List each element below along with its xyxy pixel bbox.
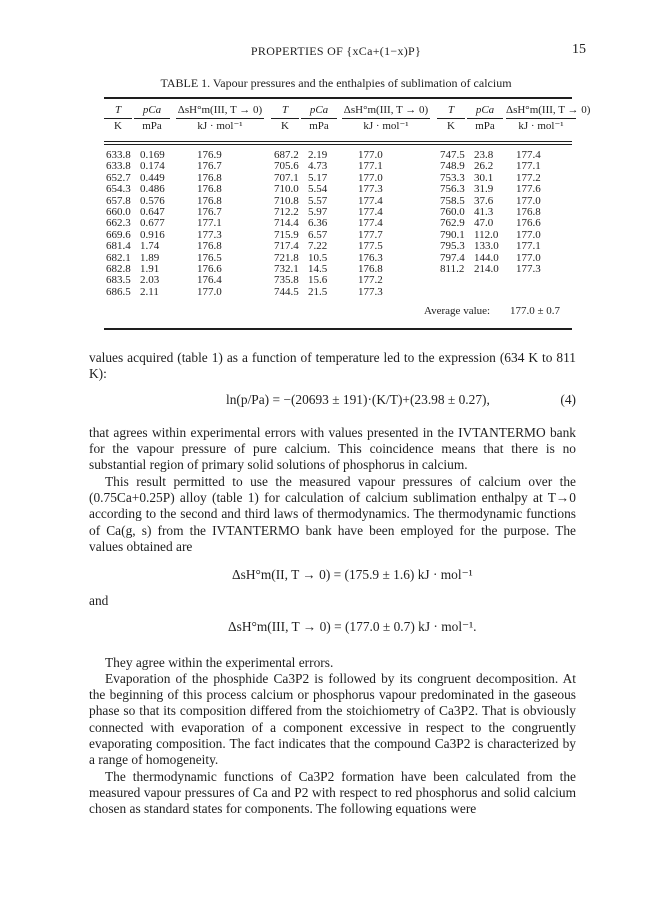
header-temperature: T K — [104, 103, 132, 134]
table-cell: 744.5 — [274, 285, 299, 298]
table-bottom-rule — [104, 328, 572, 330]
running-head: PROPERTIES OF {xCa+(1−x)P} — [250, 44, 422, 58]
table-cell: 176.4 — [197, 274, 222, 287]
table-cell: 176.8 — [358, 262, 383, 275]
table-cell: 758.5 — [440, 194, 465, 207]
table-cell: 2.11 — [140, 285, 159, 298]
table-cell: 5.57 — [308, 194, 328, 207]
table-cell: 2.03 — [140, 274, 160, 287]
table-cell: 0.916 — [140, 228, 165, 241]
table-cell: 4.73 — [308, 160, 328, 173]
average-label: Average value: — [424, 305, 491, 317]
table-cell: 790.1 — [440, 228, 465, 241]
table-cell: 177.3 — [358, 183, 383, 196]
table-cell: 176.8 — [197, 171, 222, 184]
average-value: 177.0 ± 0.7 — [510, 305, 561, 317]
table-cell: 747.5 — [440, 149, 465, 161]
table-cell: 177.0 — [358, 149, 383, 161]
table-cell: 732.1 — [274, 262, 299, 275]
table-cell: 177.0 — [516, 251, 541, 264]
paragraph: This result permitted to use the measured vapour pressures of calcium over the (0.75Ca+0.25P) alloy (table 1) for calculation of calcium sublimation enthalpy at T→0 according to the second and third laws of thermodynamics. The thermodynamic functions of Ca(g, s) from the IVTANTERMO bank have been employed for the purpose. The values obtained are — [89, 474, 576, 554]
table-cell: 176.6 — [197, 262, 222, 275]
table-cell: 177.1 — [358, 160, 383, 173]
table-cell: 177.0 — [358, 171, 383, 184]
column-temperature-group2 — [274, 150, 299, 298]
table-caption: TABLE 1. Vapour pressures and the enthalpies of sublimation of calcium — [160, 76, 512, 90]
table-cell: 177.3 — [358, 285, 383, 298]
column-pressure-group1 — [140, 150, 165, 298]
table-cell: 687.2 — [274, 149, 299, 161]
table-cell: 177.2 — [358, 274, 383, 287]
column-pressure-group2 — [308, 150, 327, 298]
table-cell: 735.8 — [274, 274, 299, 287]
table-cell: 797.4 — [440, 251, 465, 264]
table-cell: 133.0 — [474, 240, 499, 253]
table-cell: 721.8 — [274, 251, 299, 264]
equation-sublimation-enthalpy-third-law: ΔsH°m(III, T → 0) = (177.0 ± 0.7) kJ · mol⁻¹. — [228, 619, 477, 634]
table-cell: 177.4 — [358, 205, 383, 218]
equation-4: ln(p/Pa) = −(20693 ± 191)·(K/T)+(23.98 ± 0.27), — [226, 392, 490, 407]
table-cell: 682.1 — [106, 251, 131, 264]
table-cell: 176.5 — [197, 251, 222, 264]
table-cell: 633.8 — [106, 160, 131, 173]
header-pressure: pCa mPa — [134, 103, 170, 134]
table-cell: 177.0 — [516, 228, 541, 241]
column-enthalpy-group3 — [516, 150, 541, 275]
table-cell: 657.8 — [106, 194, 131, 207]
table-cell: 712.2 — [274, 205, 299, 218]
table-cell: 177.0 — [516, 194, 541, 207]
header-enthalpy: ΔsH°m(III, T → 0) kJ · mol⁻¹ — [506, 104, 591, 132]
table-cell: 177.5 — [358, 240, 383, 253]
header-temperature: T K — [271, 103, 299, 134]
table-cell: 177.4 — [358, 194, 383, 207]
table-top-rule — [104, 97, 572, 99]
table-cell: 6.36 — [308, 217, 328, 230]
table-cell: 144.0 — [474, 251, 499, 264]
table-cell: 705.6 — [274, 160, 299, 173]
table-cell: 177.4 — [358, 217, 383, 230]
equation-number: (4) — [560, 392, 576, 407]
table-cell: 14.5 — [308, 262, 328, 275]
table-cell: 176.7 — [197, 160, 222, 173]
table-cell: 176.8 — [197, 183, 222, 196]
table-cell: 662.3 — [106, 217, 131, 230]
paragraph: that agrees within experimental errors with values presented in the IVTANTERMO bank for the vapour pressure of pure calcium. This coincidence means that there is no substantial region of primary solid solutions of phosphorus in calcium. — [89, 425, 576, 473]
equation-sublimation-enthalpy-second-law: ΔsH°m(II, T → 0) = (175.9 ± 1.6) kJ · mol⁻¹ — [232, 567, 473, 582]
table-cell: 177.2 — [516, 171, 541, 184]
table-cell: 0.449 — [140, 171, 165, 184]
paragraph: The thermodynamic functions of Ca3P2 formation have been calculated from the measured vapour pressures of Ca and P2 with respect to red phosphorus and solid calcium chosen as standard states for components. The following equations were — [89, 769, 576, 817]
table-cell: 30.1 — [474, 171, 494, 184]
table-cell: 0.647 — [140, 205, 165, 218]
table-cell: 681.4 — [106, 240, 131, 253]
header-pressure: pCa mPa — [301, 103, 337, 134]
table-cell: 15.6 — [308, 274, 328, 287]
table-cell: 41.3 — [474, 205, 494, 218]
table-cell: 717.4 — [274, 240, 299, 253]
column-enthalpy-group1 — [197, 150, 222, 298]
table-cell: 5.17 — [308, 171, 328, 184]
table-cell: 176.6 — [516, 217, 541, 230]
table-cell: 1.91 — [140, 262, 160, 275]
table-cell: 177.1 — [197, 217, 222, 230]
table-cell: 753.3 — [440, 171, 465, 184]
paragraph: They agree within the experimental errors. — [105, 655, 334, 670]
table-cell: 176.8 — [516, 205, 541, 218]
table-cell: 683.5 — [106, 274, 131, 287]
table-cell: 748.9 — [440, 160, 465, 173]
paragraph: Evaporation of the phosphide Ca3P2 is followed by its congruent decomposition. At the beginning of this process calcium or phosphorus vapour predominated in the gaseous phase so that its composition differed from the stoichiometry of Ca3P2. That is obviously connected with evaporation of a component excessive in respect to the congruently evaporating composition. The fact indicates that the compound Ca3P2 is characterized by a range of homogeneity. — [89, 671, 576, 768]
table-cell: 660.0 — [106, 205, 131, 218]
table-cell: 214.0 — [474, 262, 499, 275]
header-enthalpy: ΔsH°m(III, T → 0) kJ · mol⁻¹ — [343, 104, 429, 132]
table-cell: 176.8 — [197, 240, 222, 253]
header-temperature: T K — [437, 103, 465, 134]
table-cell: 0.169 — [140, 149, 165, 161]
table-cell: 0.677 — [140, 217, 165, 230]
column-temperature-group3 — [440, 150, 465, 275]
table-cell: 177.0 — [197, 285, 222, 298]
column-enthalpy-group2 — [358, 150, 383, 298]
column-temperature-group1 — [106, 150, 131, 298]
connective-text: and — [89, 593, 109, 608]
table-cell: 177.1 — [516, 240, 541, 253]
table-cell: 0.576 — [140, 194, 165, 207]
table-cell: 760.0 — [440, 205, 465, 218]
table-cell: 654.3 — [106, 183, 131, 196]
table-cell: 5.54 — [308, 183, 328, 196]
table-cell: 714.4 — [274, 217, 299, 230]
table-cell: 177.4 — [516, 149, 541, 161]
table-cell: 10.5 — [308, 251, 328, 264]
table-cell: 176.8 — [197, 194, 222, 207]
table-cell: 707.1 — [274, 171, 299, 184]
table-cell: 1.74 — [140, 240, 160, 253]
table-cell: 177.7 — [358, 228, 383, 241]
table-cell: 756.3 — [440, 183, 465, 196]
table-cell: 176.7 — [197, 205, 222, 218]
table-cell: 0.174 — [140, 160, 165, 173]
table-cell: 682.8 — [106, 262, 131, 275]
header-enthalpy: ΔsH°m(III, T → 0) kJ · mol⁻¹ — [177, 104, 263, 132]
table-cell: 710.0 — [274, 183, 299, 196]
table-cell: 0.486 — [140, 183, 165, 196]
table-cell: 176.9 — [197, 149, 222, 161]
table-cell: 177.3 — [197, 228, 222, 241]
table-cell: 686.5 — [106, 285, 131, 298]
table-cell: 715.9 — [274, 228, 299, 241]
table-cell: 177.3 — [516, 262, 541, 275]
table-cell: 177.1 — [516, 160, 541, 173]
table-cell: 112.0 — [474, 228, 499, 241]
table-cell: 1.89 — [140, 251, 160, 264]
table-cell: 710.8 — [274, 194, 299, 207]
page-number: 15 — [572, 42, 586, 57]
table-cell: 7.22 — [308, 240, 328, 253]
table-cell: 6.57 — [308, 228, 328, 241]
table-cell: 37.6 — [474, 194, 494, 207]
table-cell: 5.97 — [308, 205, 328, 218]
table-cell: 762.9 — [440, 217, 465, 230]
table-cell: 795.3 — [440, 240, 465, 253]
table-cell: 21.5 — [308, 285, 328, 298]
table-cell: 633.8 — [106, 149, 131, 161]
table-header-rule — [104, 141, 572, 142]
header-pressure: pCa mPa — [467, 103, 503, 134]
table-cell: 811.2 — [440, 262, 465, 275]
table-cell: 669.6 — [106, 228, 131, 241]
table-cell: 23.8 — [474, 149, 494, 161]
table-cell: 47.0 — [474, 217, 494, 230]
table-cell: 26.2 — [474, 160, 494, 173]
table-cell: 31.9 — [474, 183, 494, 196]
table-header-rule — [104, 144, 572, 145]
table-cell: 177.6 — [516, 183, 541, 196]
paragraph: values acquired (table 1) as a function of temperature led to the expression (634 K to 811 K): — [89, 350, 576, 382]
column-pressure-group3 — [474, 150, 499, 275]
table-cell: 652.7 — [106, 171, 131, 184]
table-cell: 176.3 — [358, 251, 383, 264]
table-cell: 2.19 — [308, 149, 328, 161]
